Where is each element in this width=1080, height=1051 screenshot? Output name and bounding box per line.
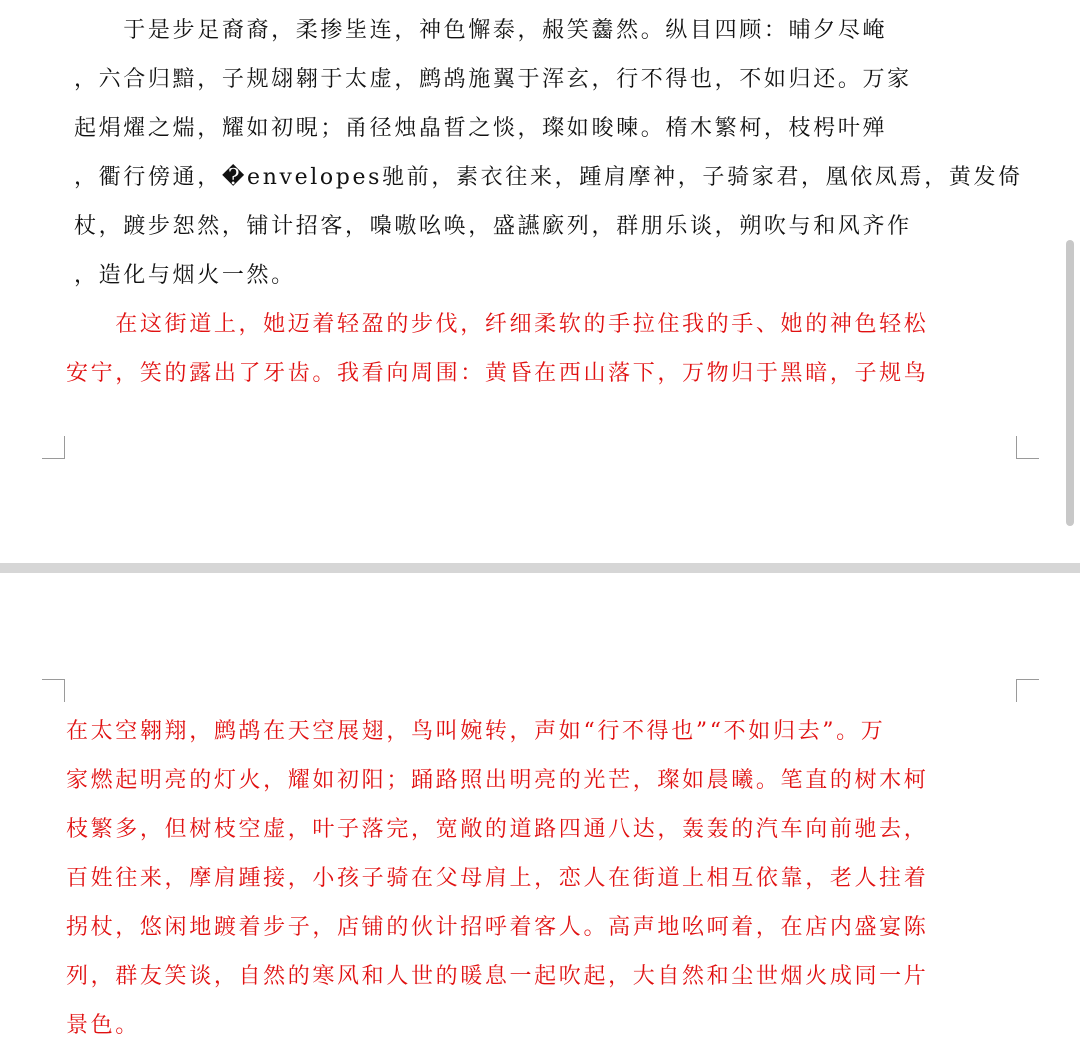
page-break-gap bbox=[0, 563, 1080, 573]
text-line: 在这街道上，她迈着轻盈的步伐，纤细柔软的手拉住我的手、她的神色轻松 bbox=[66, 312, 929, 337]
text-line: 于是步足裔裔，柔掺坒连，神色懈泰，赧笑齹然。纵目四顾：晡夕尽崦 bbox=[74, 18, 888, 43]
translation-paragraph-start bbox=[66, 300, 928, 398]
text-line: ，造化与烟火一然。 bbox=[74, 263, 296, 288]
vertical-scrollbar[interactable] bbox=[1060, 0, 1080, 1051]
classical-chinese-paragraph bbox=[74, 6, 1023, 300]
text-line: 拐杖，悠闲地踱着步子，店铺的伙计招呼着客人。高声地吆呵着，在店内盛宴陈 bbox=[66, 915, 929, 940]
document-page-2 bbox=[0, 573, 1060, 1051]
translation-paragraph-continued bbox=[66, 707, 928, 1050]
page-margin-corner-marker bbox=[42, 679, 65, 702]
text-line: 安宁，笑的露出了牙齿。我看向周围：黄昏在西山落下，万物归于黑暗，子规鸟 bbox=[66, 361, 929, 386]
text-line: 百姓往来，摩肩踵接，小孩子骑在父母肩上，恋人在街道上相互依靠，老人拄着 bbox=[66, 866, 929, 891]
text-line: ，六合归黯，子规翃翱于太虚，鹧鸪施翼于浑玄，行不得也，不如归还。万家 bbox=[74, 67, 912, 92]
page-margin-corner-marker bbox=[1016, 679, 1039, 702]
text-line: 枝繁多，但树枝空虚，叶子落完，宽敞的道路四通八达，轰轰的汽车向前驰去， bbox=[66, 817, 929, 842]
text-line: 起焆燿之煓，耀如初晛；甬径烛皛晢之惔，璨如晙暕。楕木繁柯，枝枵叶殚 bbox=[74, 116, 888, 141]
text-line: 杖，踱步恕然，铺计招客，嘄嗷吆唤，盛讌廞列，群朋乐谈，朔吹与和风齐作 bbox=[74, 214, 912, 239]
text-line: ，衢行傍通，�envelopes驰前，素衣往来，踵肩摩衶，子骑家君，凰依凤焉，黄发倚 bbox=[74, 165, 1023, 190]
text-line: 景色。 bbox=[66, 1013, 140, 1038]
text-line: 家燃起明亮的灯火，耀如初阳；踊路照出明亮的光芒，璨如晨曦。笔直的树木柯 bbox=[66, 768, 929, 793]
page-margin-corner-marker bbox=[42, 436, 65, 459]
page-margin-corner-marker bbox=[1016, 436, 1039, 459]
text-line: 列，群友笑谈，自然的寒风和人世的暖息一起吹起，大自然和尘世烟火成同一片 bbox=[66, 964, 929, 989]
scrollbar-thumb[interactable] bbox=[1066, 240, 1074, 526]
text-line: 在太空翱翔，鹧鸪在天空展翅，鸟叫婉转，声如“行不得也”“不如归去”。万 bbox=[66, 719, 886, 744]
